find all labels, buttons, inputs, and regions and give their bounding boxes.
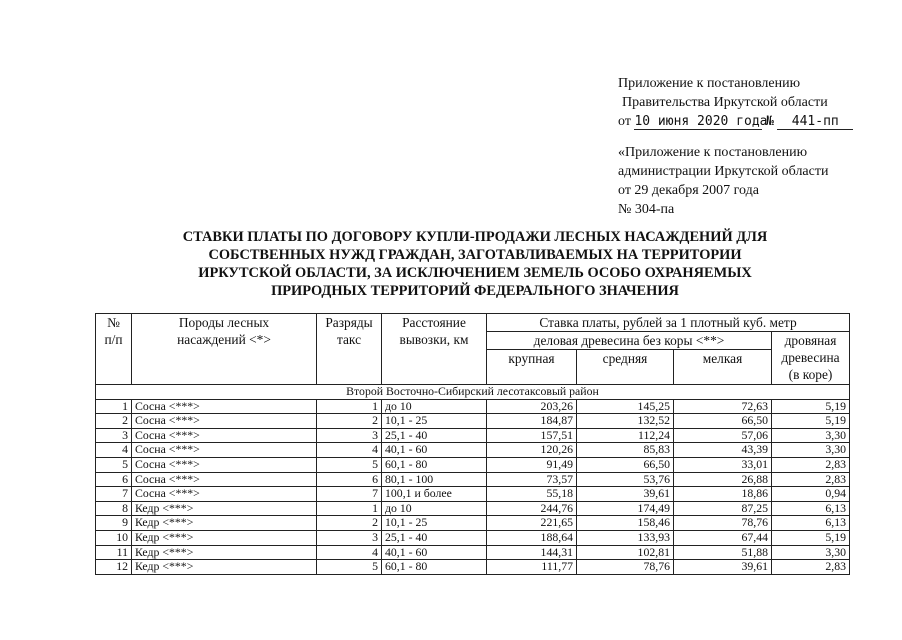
- title-line-2: СОБСТВЕННЫХ НУЖД ГРАЖДАН, ЗАГОТАВЛИВАЕМЫХ НА ТЕРРИТОРИИ: [208, 247, 742, 263]
- header-rate: Ставка платы, рублей за 1 плотный куб. метр: [487, 314, 850, 332]
- row-number: 7: [96, 487, 132, 502]
- row-small: 43,39: [674, 443, 772, 458]
- row-fuel: 6,13: [772, 501, 850, 516]
- prior-approval-line-3: от 29 декабря 2007 года: [618, 183, 759, 198]
- row-fuel: 2,83: [772, 560, 850, 575]
- row-large: 111,77: [487, 560, 577, 575]
- row-medium: 53,76: [577, 472, 674, 487]
- row-distance: 25,1 - 40: [382, 428, 487, 443]
- row-large: 188,64: [487, 530, 577, 545]
- table-row: [96, 428, 850, 443]
- row-number: 4: [96, 443, 132, 458]
- row-medium: 102,81: [577, 545, 674, 560]
- row-fuel: 2,83: [772, 472, 850, 487]
- row-distance: до 10: [382, 399, 487, 414]
- row-fuel: 3,30: [772, 428, 850, 443]
- row-tax-class: 1: [317, 501, 382, 516]
- rates-table: [95, 313, 850, 575]
- row-large: 120,26: [487, 443, 577, 458]
- row-distance: 60,1 - 80: [382, 560, 487, 575]
- approval-num-sign: №: [765, 114, 774, 129]
- row-tax-class: 4: [317, 545, 382, 560]
- approval-line-1: Приложение к постановлению: [618, 76, 801, 91]
- row-fuel: 5,19: [772, 530, 850, 545]
- header-business-wood: деловая древесина без коры <**>: [487, 332, 772, 350]
- row-small: 72,63: [674, 399, 772, 414]
- row-number: 9: [96, 516, 132, 531]
- row-number: 11: [96, 545, 132, 560]
- row-tax-class: 1: [317, 399, 382, 414]
- header-number: № п/п: [96, 314, 132, 385]
- approval-number: 441-пп: [777, 114, 853, 130]
- row-species: Сосна <***>: [132, 443, 317, 458]
- title-line-1: СТАВКИ ПЛАТЫ ПО ДОГОВОРУ КУПЛИ-ПРОДАЖИ ЛЕСНЫХ НАСАЖДЕНИЙ ДЛЯ: [182, 229, 768, 245]
- table-row: [96, 487, 850, 502]
- row-distance: 80,1 - 100: [382, 472, 487, 487]
- row-species: Кедр <***>: [132, 501, 317, 516]
- row-fuel: 0,94: [772, 487, 850, 502]
- approval-date-line: [618, 112, 853, 131]
- row-species: Кедр <***>: [132, 545, 317, 560]
- row-fuel: 2,83: [772, 457, 850, 472]
- title-line-4: ПРИРОДНЫХ ТЕРРИТОРИЙ ФЕДЕРАЛЬНОГО ЗНАЧЕНИЯ: [271, 283, 679, 299]
- row-large: 203,26: [487, 399, 577, 414]
- row-species: Сосна <***>: [132, 399, 317, 414]
- row-medium: 132,52: [577, 414, 674, 429]
- row-small: 18,86: [674, 487, 772, 502]
- row-distance: 60,1 - 80: [382, 457, 487, 472]
- header-large: крупная: [487, 350, 577, 385]
- header-distance: Расстояние вывозки, км: [382, 314, 487, 385]
- row-tax-class: 7: [317, 487, 382, 502]
- row-tax-class: 6: [317, 472, 382, 487]
- row-medium: 145,25: [577, 399, 674, 414]
- row-number: 5: [96, 457, 132, 472]
- row-medium: 112,24: [577, 428, 674, 443]
- row-distance: до 10: [382, 501, 487, 516]
- row-distance: 10,1 - 25: [382, 414, 487, 429]
- row-species: Кедр <***>: [132, 530, 317, 545]
- row-distance: 25,1 - 40: [382, 530, 487, 545]
- row-fuel: 3,30: [772, 443, 850, 458]
- table-row: [96, 399, 850, 414]
- row-small: 39,61: [674, 560, 772, 575]
- row-medium: 66,50: [577, 457, 674, 472]
- prior-approval-line-1: «Приложение к постановлению: [618, 145, 808, 160]
- row-fuel: 3,30: [772, 545, 850, 560]
- row-small: 26,88: [674, 472, 772, 487]
- approval-line-2: Правительства Иркутской области: [622, 95, 828, 110]
- row-number: 2: [96, 414, 132, 429]
- row-medium: 174,49: [577, 501, 674, 516]
- row-tax-class: 2: [317, 516, 382, 531]
- row-small: 51,88: [674, 545, 772, 560]
- row-small: 87,25: [674, 501, 772, 516]
- table-body: [96, 385, 850, 575]
- header-small: мелкая: [674, 350, 772, 385]
- row-number: 10: [96, 530, 132, 545]
- row-large: 55,18: [487, 487, 577, 502]
- row-species: Сосна <***>: [132, 487, 317, 502]
- row-fuel: 5,19: [772, 414, 850, 429]
- row-species: Кедр <***>: [132, 560, 317, 575]
- row-species: Сосна <***>: [132, 457, 317, 472]
- row-small: 78,76: [674, 516, 772, 531]
- row-large: 184,87: [487, 414, 577, 429]
- table-row: [96, 443, 850, 458]
- row-tax-class: 2: [317, 414, 382, 429]
- row-small: 33,01: [674, 457, 772, 472]
- row-species: Сосна <***>: [132, 472, 317, 487]
- row-large: 91,49: [487, 457, 577, 472]
- row-large: 244,76: [487, 501, 577, 516]
- row-number: 6: [96, 472, 132, 487]
- region-row: Второй Восточно-Сибирский лесотаксовый район: [96, 385, 850, 400]
- row-tax-class: 3: [317, 530, 382, 545]
- row-fuel: 5,19: [772, 399, 850, 414]
- row-species: Кедр <***>: [132, 516, 317, 531]
- row-number: 12: [96, 560, 132, 575]
- row-large: 157,51: [487, 428, 577, 443]
- row-small: 67,44: [674, 530, 772, 545]
- table-row: [96, 414, 850, 429]
- prior-approval-line-2: администрации Иркутской области: [618, 164, 829, 179]
- row-tax-class: 4: [317, 443, 382, 458]
- table-row: [96, 530, 850, 545]
- table-row: [96, 560, 850, 575]
- table-row: [96, 457, 850, 472]
- approval-from: от: [618, 114, 631, 129]
- row-medium: 133,93: [577, 530, 674, 545]
- row-medium: 39,61: [577, 487, 674, 502]
- row-large: 221,65: [487, 516, 577, 531]
- title-line-3: ИРКУТСКОЙ ОБЛАСТИ, ЗА ИСКЛЮЧЕНИЕМ ЗЕМЕЛЬ ОСОБО ОХРАНЯЕМЫХ: [198, 265, 752, 281]
- row-distance: 40,1 - 60: [382, 443, 487, 458]
- approval-date: 10 июня 2020 года: [634, 114, 768, 129]
- row-number: 3: [96, 428, 132, 443]
- row-small: 66,50: [674, 414, 772, 429]
- row-large: 73,57: [487, 472, 577, 487]
- row-tax-class: 3: [317, 428, 382, 443]
- row-tax-class: 5: [317, 457, 382, 472]
- row-distance: 10,1 - 25: [382, 516, 487, 531]
- row-medium: 78,76: [577, 560, 674, 575]
- header-species: Породы лесных насаждений <*>: [132, 314, 317, 385]
- row-fuel: 6,13: [772, 516, 850, 531]
- row-tax-class: 5: [317, 560, 382, 575]
- header-fuel-wood: дровяная древесина (в коре): [772, 332, 850, 385]
- row-species: Сосна <***>: [132, 428, 317, 443]
- table-header: [96, 314, 850, 385]
- header-medium: средняя: [577, 350, 674, 385]
- row-distance: 40,1 - 60: [382, 545, 487, 560]
- row-medium: 158,46: [577, 516, 674, 531]
- table-row: [96, 501, 850, 516]
- table-row: [96, 545, 850, 560]
- document-title: [150, 228, 800, 300]
- row-number: 8: [96, 501, 132, 516]
- row-distance: 100,1 и более: [382, 487, 487, 502]
- approval-block: [618, 74, 853, 131]
- row-large: 144,31: [487, 545, 577, 560]
- table-row: [96, 472, 850, 487]
- prior-approval-line-4: № 304-па: [618, 202, 675, 217]
- row-number: 1: [96, 399, 132, 414]
- table-row: [96, 516, 850, 531]
- row-medium: 85,83: [577, 443, 674, 458]
- row-species: Сосна <***>: [132, 414, 317, 429]
- prior-approval-block: [618, 143, 828, 219]
- header-tax-class: Разряды такс: [317, 314, 382, 385]
- row-small: 57,06: [674, 428, 772, 443]
